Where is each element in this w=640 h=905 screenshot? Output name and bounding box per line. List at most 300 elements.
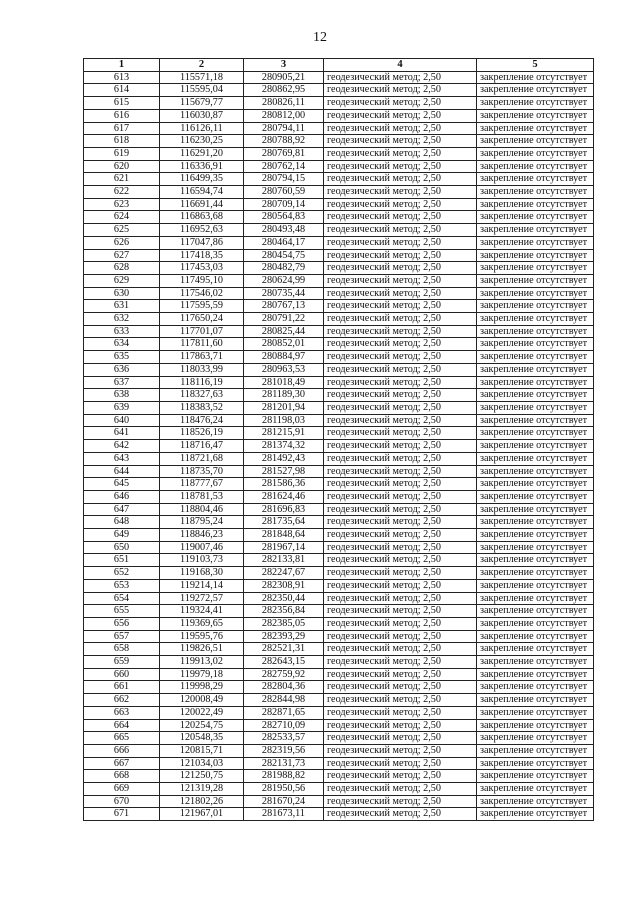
page-number: 12 [313,30,327,45]
marking-cell: закрепление отсутствует [477,732,594,745]
point-number-cell: 643 [84,452,160,465]
y-coordinate-cell: 282533,57 [244,732,324,745]
marking-cell: закрепление отсутствует [477,452,594,465]
table-row [84,478,594,491]
table-row [84,186,594,199]
table-row [84,363,594,376]
point-number-cell: 642 [84,440,160,453]
method-cell: геодезический метод; 2,50 [324,287,477,300]
x-coordinate-cell: 118327,63 [160,389,244,402]
y-coordinate-cell: 280767,13 [244,300,324,313]
method-cell: геодезический метод; 2,50 [324,656,477,669]
method-cell: геодезический метод; 2,50 [324,516,477,529]
table-row [84,236,594,249]
marking-cell: закрепление отсутствует [477,414,594,427]
point-number-cell: 649 [84,529,160,542]
y-coordinate-cell: 280852,01 [244,338,324,351]
marking-cell: закрепление отсутствует [477,630,594,643]
table-row [84,732,594,745]
x-coordinate-cell: 117701,07 [160,325,244,338]
method-cell: геодезический метод; 2,50 [324,592,477,605]
table-row [84,173,594,186]
table-row [84,719,594,732]
point-number-cell: 644 [84,465,160,478]
y-coordinate-cell: 280826,11 [244,97,324,110]
x-coordinate-cell: 118781,53 [160,490,244,503]
table-row [84,274,594,287]
table-header-row [84,59,594,72]
point-number-cell: 633 [84,325,160,338]
method-cell: геодезический метод; 2,50 [324,706,477,719]
y-coordinate-cell: 280794,15 [244,173,324,186]
x-coordinate-cell: 117863,71 [160,351,244,364]
method-cell: геодезический метод; 2,50 [324,160,477,173]
marking-cell: закрепление отсутствует [477,313,594,326]
table-row [84,262,594,275]
table-row [84,503,594,516]
method-cell: геодезический метод; 2,50 [324,401,477,414]
marking-cell: закрепление отсутствует [477,605,594,618]
y-coordinate-cell: 281848,64 [244,529,324,542]
method-cell: геодезический метод; 2,50 [324,376,477,389]
table-row [84,198,594,211]
x-coordinate-cell: 119324,41 [160,605,244,618]
marking-cell: закрепление отсутствует [477,427,594,440]
point-number-cell: 666 [84,744,160,757]
marking-cell: закрепление отсутствует [477,300,594,313]
marking-cell: закрепление отсутствует [477,567,594,580]
point-number-cell: 651 [84,554,160,567]
y-coordinate-cell: 280464,17 [244,236,324,249]
y-coordinate-cell: 282247,67 [244,567,324,580]
method-cell: геодезический метод; 2,50 [324,617,477,630]
method-cell: геодезический метод; 2,50 [324,541,477,554]
method-cell: геодезический метод; 2,50 [324,757,477,770]
x-coordinate-cell: 118777,67 [160,478,244,491]
x-coordinate-cell: 121802,26 [160,795,244,808]
y-coordinate-cell: 281189,30 [244,389,324,402]
marking-cell: закрепление отсутствует [477,783,594,796]
x-coordinate-cell: 116126,11 [160,122,244,135]
point-number-cell: 636 [84,363,160,376]
method-cell: геодезический метод; 2,50 [324,427,477,440]
point-number-cell: 626 [84,236,160,249]
x-coordinate-cell: 119979,18 [160,668,244,681]
method-cell: геодезический метод; 2,50 [324,325,477,338]
x-coordinate-cell: 118795,24 [160,516,244,529]
point-number-cell: 613 [84,71,160,84]
marking-cell: закрепление отсутствует [477,706,594,719]
y-coordinate-cell: 281988,82 [244,770,324,783]
table-row [84,452,594,465]
marking-cell: закрепление отсутствует [477,719,594,732]
y-coordinate-cell: 280788,92 [244,135,324,148]
marking-cell: закрепление отсутствует [477,186,594,199]
method-cell: геодезический метод; 2,50 [324,719,477,732]
table-row [84,744,594,757]
marking-cell: закрепление отсутствует [477,770,594,783]
marking-cell: закрепление отсутствует [477,656,594,669]
x-coordinate-cell: 118526,19 [160,427,244,440]
marking-cell: закрепление отсутствует [477,592,594,605]
table-row [84,541,594,554]
y-coordinate-cell: 281492,43 [244,452,324,465]
method-cell: геодезический метод; 2,50 [324,732,477,745]
y-coordinate-cell: 281201,94 [244,401,324,414]
method-cell: геодезический метод; 2,50 [324,478,477,491]
method-cell: геодезический метод; 2,50 [324,503,477,516]
y-coordinate-cell: 281670,24 [244,795,324,808]
x-coordinate-cell: 115679,77 [160,97,244,110]
table-row [84,427,594,440]
x-coordinate-cell: 118116,19 [160,376,244,389]
point-number-cell: 640 [84,414,160,427]
x-coordinate-cell: 120008,49 [160,694,244,707]
x-coordinate-cell: 116291,20 [160,147,244,160]
marking-cell: закрепление отсутствует [477,808,594,821]
x-coordinate-cell: 115571,18 [160,71,244,84]
y-coordinate-cell: 282133,81 [244,554,324,567]
table-row [84,490,594,503]
marking-cell: закрепление отсутствует [477,554,594,567]
point-number-cell: 670 [84,795,160,808]
method-cell: геодезический метод; 2,50 [324,643,477,656]
table-row [84,656,594,669]
table-row [84,668,594,681]
point-number-cell: 645 [84,478,160,491]
point-number-cell: 619 [84,147,160,160]
y-coordinate-cell: 282131,73 [244,757,324,770]
table-row [84,630,594,643]
marking-cell: закрепление отсутствует [477,224,594,237]
point-number-cell: 647 [84,503,160,516]
y-coordinate-cell: 281735,64 [244,516,324,529]
point-number-cell: 653 [84,579,160,592]
method-cell: геодезический метод; 2,50 [324,122,477,135]
table-row [84,554,594,567]
x-coordinate-cell: 121250,75 [160,770,244,783]
x-coordinate-cell: 116499,35 [160,173,244,186]
marking-cell: закрепление отсутствует [477,173,594,186]
x-coordinate-cell: 118735,70 [160,465,244,478]
marking-cell: закрепление отсутствует [477,147,594,160]
y-coordinate-cell: 282308,91 [244,579,324,592]
point-number-cell: 657 [84,630,160,643]
point-number-cell: 623 [84,198,160,211]
marking-cell: закрепление отсутствует [477,262,594,275]
y-coordinate-cell: 281673,11 [244,808,324,821]
marking-cell: закрепление отсутствует [477,503,594,516]
marking-cell: закрепление отсутствует [477,478,594,491]
point-number-cell: 656 [84,617,160,630]
x-coordinate-cell: 120022,49 [160,706,244,719]
table-row [84,160,594,173]
x-coordinate-cell: 120815,71 [160,744,244,757]
x-coordinate-cell: 119826,51 [160,643,244,656]
table-row [84,770,594,783]
x-coordinate-cell: 119913,02 [160,656,244,669]
table-row [84,351,594,364]
y-coordinate-cell: 280963,53 [244,363,324,376]
method-cell: геодезический метод; 2,50 [324,313,477,326]
y-coordinate-cell: 282356,84 [244,605,324,618]
column-header: 2 [160,59,244,72]
y-coordinate-cell: 280825,44 [244,325,324,338]
marking-cell: закрепление отсутствует [477,236,594,249]
point-number-cell: 628 [84,262,160,275]
method-cell: геодезический метод; 2,50 [324,274,477,287]
table-row [84,567,594,580]
y-coordinate-cell: 280791,22 [244,313,324,326]
x-coordinate-cell: 121319,28 [160,783,244,796]
y-coordinate-cell: 281950,56 [244,783,324,796]
y-coordinate-cell: 280735,44 [244,287,324,300]
x-coordinate-cell: 117650,24 [160,313,244,326]
point-number-cell: 663 [84,706,160,719]
x-coordinate-cell: 117546,02 [160,287,244,300]
table-row [84,287,594,300]
y-coordinate-cell: 281198,03 [244,414,324,427]
point-number-cell: 629 [84,274,160,287]
point-number-cell: 622 [84,186,160,199]
point-number-cell: 617 [84,122,160,135]
marking-cell: закрепление отсутствует [477,694,594,707]
x-coordinate-cell: 115595,04 [160,84,244,97]
y-coordinate-cell: 281527,98 [244,465,324,478]
point-number-cell: 632 [84,313,160,326]
x-coordinate-cell: 119369,65 [160,617,244,630]
table-row [84,300,594,313]
marking-cell: закрепление отсутствует [477,465,594,478]
y-coordinate-cell: 282643,15 [244,656,324,669]
x-coordinate-cell: 119998,29 [160,681,244,694]
point-number-cell: 630 [84,287,160,300]
x-coordinate-cell: 117047,86 [160,236,244,249]
method-cell: геодезический метод; 2,50 [324,300,477,313]
y-coordinate-cell: 280794,11 [244,122,324,135]
point-number-cell: 618 [84,135,160,148]
point-number-cell: 648 [84,516,160,529]
table-row [84,71,594,84]
point-number-cell: 667 [84,757,160,770]
method-cell: геодезический метод; 2,50 [324,414,477,427]
table-row [84,643,594,656]
method-cell: геодезический метод; 2,50 [324,173,477,186]
table-row [84,338,594,351]
table-row [84,605,594,618]
table-row [84,414,594,427]
marking-cell: закрепление отсутствует [477,401,594,414]
method-cell: геодезический метод; 2,50 [324,630,477,643]
table-row [84,465,594,478]
marking-cell: закрепление отсутствует [477,795,594,808]
x-coordinate-cell: 116230,25 [160,135,244,148]
marking-cell: закрепление отсутствует [477,71,594,84]
method-cell: геодезический метод; 2,50 [324,490,477,503]
table-row [84,617,594,630]
method-cell: геодезический метод; 2,50 [324,554,477,567]
y-coordinate-cell: 282710,09 [244,719,324,732]
point-number-cell: 668 [84,770,160,783]
point-number-cell: 662 [84,694,160,707]
table-row [84,135,594,148]
point-number-cell: 669 [84,783,160,796]
table-row [84,757,594,770]
x-coordinate-cell: 117453,03 [160,262,244,275]
method-cell: геодезический метод; 2,50 [324,795,477,808]
marking-cell: закрепление отсутствует [477,363,594,376]
point-number-cell: 616 [84,109,160,122]
x-coordinate-cell: 118716,47 [160,440,244,453]
method-cell: геодезический метод; 2,50 [324,97,477,110]
marking-cell: закрепление отсутствует [477,541,594,554]
x-coordinate-cell: 118476,24 [160,414,244,427]
y-coordinate-cell: 280454,75 [244,249,324,262]
point-number-cell: 660 [84,668,160,681]
y-coordinate-cell: 280884,97 [244,351,324,364]
marking-cell: закрепление отсутствует [477,643,594,656]
method-cell: геодезический метод; 2,50 [324,186,477,199]
marking-cell: закрепление отсутствует [477,681,594,694]
column-header: 4 [324,59,477,72]
table-row [84,592,594,605]
method-cell: геодезический метод; 2,50 [324,808,477,821]
marking-cell: закрепление отсутствует [477,757,594,770]
marking-cell: закрепление отсутствует [477,744,594,757]
x-coordinate-cell: 119007,46 [160,541,244,554]
y-coordinate-cell: 281215,91 [244,427,324,440]
method-cell: геодезический метод; 2,50 [324,147,477,160]
y-coordinate-cell: 280905,21 [244,71,324,84]
marking-cell: закрепление отсутствует [477,122,594,135]
marking-cell: закрепление отсутствует [477,440,594,453]
method-cell: геодезический метод; 2,50 [324,249,477,262]
method-cell: геодезический метод; 2,50 [324,694,477,707]
method-cell: геодезический метод; 2,50 [324,84,477,97]
point-number-cell: 639 [84,401,160,414]
marking-cell: закрепление отсутствует [477,490,594,503]
point-number-cell: 614 [84,84,160,97]
x-coordinate-cell: 119103,73 [160,554,244,567]
x-coordinate-cell: 118383,52 [160,401,244,414]
point-number-cell: 624 [84,211,160,224]
method-cell: геодезический метод; 2,50 [324,224,477,237]
y-coordinate-cell: 282385,05 [244,617,324,630]
table-row [84,401,594,414]
method-cell: геодезический метод; 2,50 [324,567,477,580]
method-cell: геодезический метод; 2,50 [324,770,477,783]
table-row [84,579,594,592]
y-coordinate-cell: 280862,95 [244,84,324,97]
marking-cell: закрепление отсутствует [477,579,594,592]
method-cell: геодезический метод; 2,50 [324,71,477,84]
marking-cell: закрепление отсутствует [477,617,594,630]
marking-cell: закрепление отсутствует [477,84,594,97]
table-row [84,109,594,122]
method-cell: геодезический метод; 2,50 [324,363,477,376]
point-number-cell: 671 [84,808,160,821]
x-coordinate-cell: 116030,87 [160,109,244,122]
x-coordinate-cell: 117418,35 [160,249,244,262]
table-row [84,325,594,338]
x-coordinate-cell: 119214,14 [160,579,244,592]
x-coordinate-cell: 121967,01 [160,808,244,821]
table-row [84,783,594,796]
marking-cell: закрепление отсутствует [477,516,594,529]
marking-cell: закрепление отсутствует [477,160,594,173]
table-row [84,694,594,707]
marking-cell: закрепление отсутствует [477,325,594,338]
y-coordinate-cell: 282844,98 [244,694,324,707]
marking-cell: закрепление отсутствует [477,97,594,110]
y-coordinate-cell: 281374,32 [244,440,324,453]
method-cell: геодезический метод; 2,50 [324,668,477,681]
y-coordinate-cell: 280762,14 [244,160,324,173]
y-coordinate-cell: 281586,36 [244,478,324,491]
y-coordinate-cell: 281624,46 [244,490,324,503]
y-coordinate-cell: 282521,31 [244,643,324,656]
x-coordinate-cell: 118804,46 [160,503,244,516]
x-coordinate-cell: 119168,30 [160,567,244,580]
method-cell: геодезический метод; 2,50 [324,338,477,351]
method-cell: геодезический метод; 2,50 [324,109,477,122]
x-coordinate-cell: 117595,59 [160,300,244,313]
y-coordinate-cell: 280493,48 [244,224,324,237]
point-number-cell: 620 [84,160,160,173]
y-coordinate-cell: 282319,56 [244,744,324,757]
point-number-cell: 659 [84,656,160,669]
table-row [84,389,594,402]
method-cell: геодезический метод; 2,50 [324,465,477,478]
x-coordinate-cell: 120254,75 [160,719,244,732]
table-row [84,808,594,821]
x-coordinate-cell: 116594,74 [160,186,244,199]
method-cell: геодезический метод; 2,50 [324,529,477,542]
marking-cell: закрепление отсутствует [477,109,594,122]
point-number-cell: 654 [84,592,160,605]
point-number-cell: 621 [84,173,160,186]
marking-cell: закрепление отсутствует [477,135,594,148]
method-cell: геодезический метод; 2,50 [324,211,477,224]
x-coordinate-cell: 116336,91 [160,160,244,173]
column-header: 5 [477,59,594,72]
y-coordinate-cell: 282350,44 [244,592,324,605]
table-row [84,224,594,237]
table-row [84,529,594,542]
x-coordinate-cell: 119272,57 [160,592,244,605]
y-coordinate-cell: 282759,92 [244,668,324,681]
table-row [84,516,594,529]
marking-cell: закрепление отсутствует [477,668,594,681]
x-coordinate-cell: 116952,63 [160,224,244,237]
marking-cell: закрепление отсутствует [477,338,594,351]
x-coordinate-cell: 117495,10 [160,274,244,287]
marking-cell: закрепление отсутствует [477,249,594,262]
point-number-cell: 627 [84,249,160,262]
y-coordinate-cell: 282393,29 [244,630,324,643]
point-number-cell: 664 [84,719,160,732]
y-coordinate-cell: 280482,79 [244,262,324,275]
point-number-cell: 661 [84,681,160,694]
y-coordinate-cell: 280709,14 [244,198,324,211]
x-coordinate-cell: 120548,35 [160,732,244,745]
table-row [84,249,594,262]
table-row [84,147,594,160]
table-row [84,795,594,808]
method-cell: геодезический метод; 2,50 [324,744,477,757]
point-number-cell: 650 [84,541,160,554]
table-row [84,97,594,110]
